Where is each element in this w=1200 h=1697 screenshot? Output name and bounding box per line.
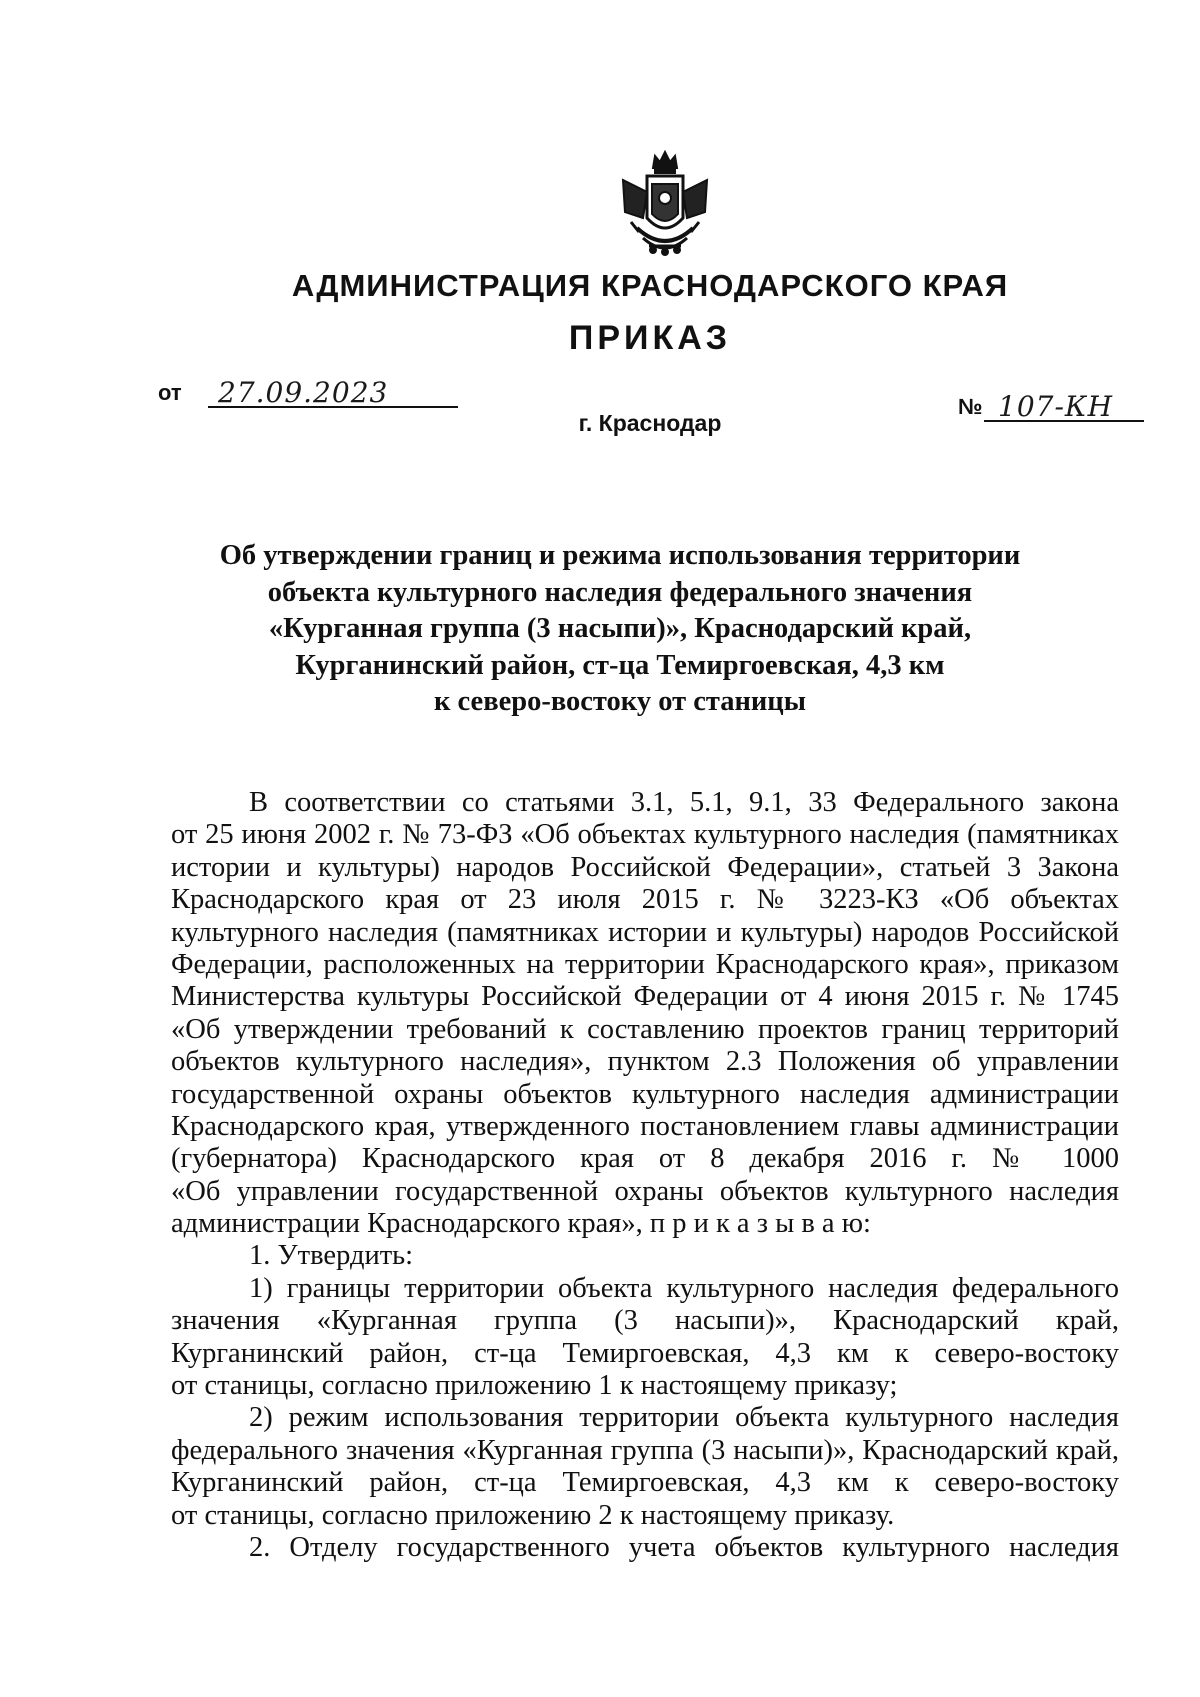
body-line: федерального значения «Курганная группа (3 насыпи)», Краснодарский край,: [171, 1434, 1119, 1466]
city: г. Краснодар: [578, 410, 722, 436]
body-line: В соответствии со статьями 3.1, 5.1, 9.1, 33 Федерального закона: [249, 787, 1119, 818]
document-type: ПРИКАЗ: [568, 319, 732, 357]
number-prefix: №: [958, 394, 983, 419]
body-line: 2. Отделу государственного учета объектов культурного наследия: [249, 1531, 1119, 1563]
date-handwritten: 27.09.2023: [218, 376, 389, 409]
title-line: Об утверждении границ и режима использования территории: [219, 540, 1021, 571]
body-line: Курганинский район, ст-ца Темиргоевская, 4,3 км к северо-востоку: [171, 1337, 1119, 1369]
title-line: Курганинский район, ст-ца Темиргоевская, 4,3 км: [295, 649, 945, 681]
body-line: культурного наследия (памятниках истории и культуры) народов Российской: [171, 916, 1119, 948]
body-line: государственной охраны объектов культурного наследия администрации: [171, 1078, 1119, 1110]
body-line: 2) режим использования территории объекта культурного наследия: [249, 1402, 1119, 1434]
body-line: от 25 июня 2002 г. № 73-ФЗ «Об объектах культурного наследия (памятниках: [171, 819, 1119, 851]
body-line: администрации Краснодарского края», п р и к а з ы в а ю:: [171, 1208, 871, 1240]
title-line: к северо-востоку от станицы: [434, 686, 806, 717]
title-line: объекта культурного наследия федерального значения: [267, 576, 973, 608]
body-line: «Об управлении государственной охраны объектов культурного наследия: [171, 1175, 1119, 1207]
body-line: от станицы, согласно приложению 1 к настоящему приказу;: [171, 1370, 898, 1402]
order-body: [171, 787, 1119, 1564]
number-handwritten: 107-КН: [998, 390, 1113, 423]
body-line: истории и культуры) народов Российской Федерации», статьей 3 Закона: [171, 851, 1119, 883]
body-line: 1. Утвердить:: [249, 1240, 414, 1272]
body-line: Краснодарского края, утвержденного постановлением главы администрации: [171, 1110, 1119, 1142]
body-line: «Об утверждении требований к составлению проектов границ территорий: [171, 1013, 1119, 1045]
body-line: Министерства культуры Российской Федерации от 4 июня 2015 г. № 1745: [171, 981, 1119, 1013]
body-line: Федерации, расположенных на территории Краснодарского края», приказом: [171, 948, 1119, 980]
date-prefix: от: [158, 380, 182, 405]
order-number: [958, 390, 1158, 424]
order-title: [170, 538, 1070, 721]
order-date: [158, 378, 478, 412]
body-line: объектов культурного наследия», пунктом 2.3 Положения об управлении: [171, 1046, 1119, 1078]
body-line: Краснодарского края от 23 июля 2015 г. № 3223-КЗ «Об объектах: [171, 884, 1119, 916]
title-line: «Курганная группа (3 насыпи)», Краснодарский край,: [268, 613, 972, 644]
body-line: Курганинский район, ст-ца Темиргоевская, 4,3 км к северо-востоку: [171, 1467, 1119, 1499]
body-line: (губернатора) Краснодарского края от 8 декабря 2016 г. № 1000: [171, 1143, 1119, 1175]
organization-name: АДМИНИСТРАЦИЯ КРАСНОДАРСКОГО КРАЯ: [291, 268, 1009, 303]
body-line: 1) границы территории объекта культурного наследия федерального: [249, 1272, 1119, 1304]
body-line: от станицы, согласно приложению 2 к настоящему приказу.: [171, 1499, 895, 1531]
krasnodar-coat-of-arms-icon: [617, 146, 713, 264]
body-line: значения «Курганная группа (3 насыпи)», Краснодарский край,: [171, 1305, 1119, 1337]
